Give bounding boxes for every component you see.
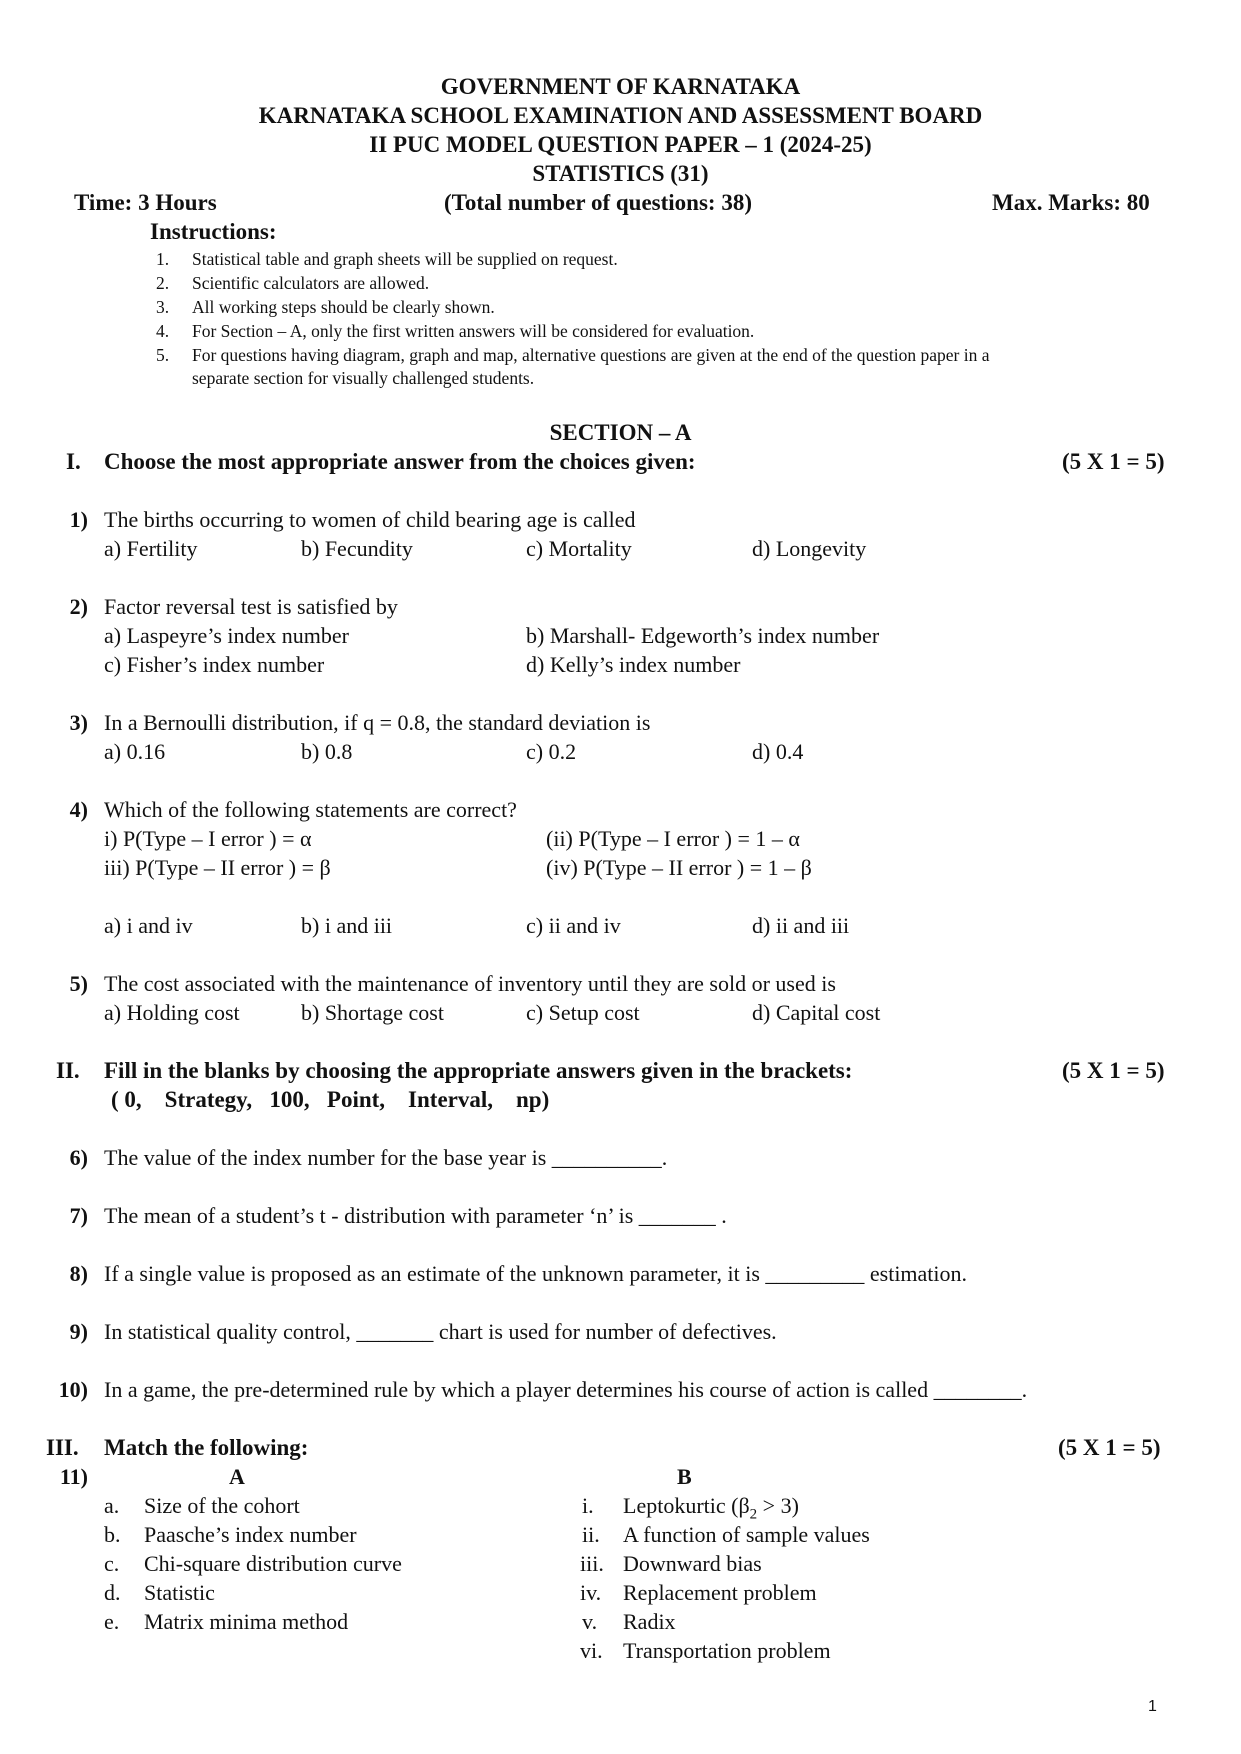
option-a: a) Holding cost — [104, 1000, 240, 1025]
match-a-item: Paasche’s index number — [144, 1522, 357, 1547]
part-heading: Match the following: — [104, 1435, 309, 1460]
max-marks: Max. Marks: 80 — [992, 190, 1150, 215]
question-text: The value of the index number for the base year is __________. — [104, 1145, 668, 1170]
option-a: a) Fertility — [104, 536, 198, 561]
option-d: d) ii and iii — [752, 913, 850, 938]
instruction-text: All working steps should be clearly shown. — [192, 297, 495, 317]
instruction-number: 5. — [156, 345, 170, 365]
header-line-4: STATISTICS (31) — [532, 161, 709, 186]
match-b-item-text: Leptokurtic (β — [623, 1493, 750, 1518]
option-c: c) Fisher’s index number — [104, 652, 325, 677]
question-text: In a Bernoulli distribution, if q = 0.8, the standard deviation is — [104, 710, 651, 735]
question-number: 3) — [69, 710, 88, 735]
option-d: d) Longevity — [752, 536, 867, 561]
match-b-key: iii. — [580, 1551, 604, 1576]
section-a-title: SECTION – A — [549, 420, 692, 445]
question-text: In statistical quality control, _______ chart is used for number of defectives. — [104, 1319, 777, 1344]
question-number: 9) — [69, 1319, 88, 1344]
option-d: d) Capital cost — [752, 1000, 881, 1025]
statement-2: (ii) P(Type – I error ) = 1 – α — [546, 826, 800, 851]
part-marks: (5 X 1 = 5) — [1058, 1435, 1161, 1460]
match-a-item: Chi-square distribution curve — [144, 1551, 402, 1576]
time-allowed: Time: 3 Hours — [74, 190, 217, 215]
match-b-item: Transportation problem — [623, 1638, 831, 1663]
instructions-title: Instructions: — [150, 219, 277, 244]
match-a-item: Statistic — [144, 1580, 215, 1605]
match-b-key: iv. — [580, 1580, 602, 1605]
question-text: In a game, the pre-determined rule by which a player determines his course of action is called ________. — [104, 1377, 1028, 1402]
option-c: c) 0.2 — [526, 739, 577, 764]
match-a-key: a. — [104, 1493, 120, 1518]
match-b-item: Replacement problem — [623, 1580, 817, 1605]
statement-1: i) P(Type – I error ) = α — [104, 826, 312, 851]
page-number: 1 — [1148, 1698, 1157, 1715]
option-c: c) ii and iv — [526, 913, 621, 938]
question-text: Which of the following statements are correct? — [104, 797, 517, 822]
instruction-number: 2. — [156, 273, 170, 293]
match-b-item: Radix — [623, 1609, 676, 1634]
match-b-item — [623, 1493, 799, 1523]
question-number: 8) — [69, 1261, 88, 1286]
statement-3: iii) P(Type – II error ) = β — [104, 855, 331, 880]
column-a-header: A — [229, 1464, 245, 1489]
header-line-2: KARNATAKA SCHOOL EXAMINATION AND ASSESSMENT BOARD — [258, 103, 983, 128]
question-text: The mean of a student’s t - distribution with parameter ‘n’ is _______ . — [104, 1203, 727, 1228]
option-c: c) Mortality — [526, 536, 632, 561]
question-text: If a single value is proposed as an estimate of the unknown parameter, it is _________ estimation. — [104, 1261, 968, 1286]
question-number: 5) — [69, 971, 88, 996]
question-number: 11) — [59, 1464, 88, 1489]
match-b-key: vi. — [580, 1638, 603, 1663]
question-number: 4) — [69, 797, 88, 822]
option-a: a) i and iv — [104, 913, 193, 938]
match-b-key: ii. — [582, 1522, 600, 1547]
match-a-key: d. — [104, 1580, 121, 1605]
match-b-key: i. — [582, 1493, 594, 1518]
question-text: The cost associated with the maintenance of inventory until they are sold or used is — [104, 971, 836, 996]
instruction-text: For Section – A, only the first written answers will be considered for evaluation. — [192, 321, 755, 341]
question-number: 7) — [69, 1203, 88, 1228]
match-b-item: Downward bias — [623, 1551, 762, 1576]
question-number: 1) — [69, 507, 88, 532]
instruction-number: 3. — [156, 297, 170, 317]
instruction-text: Statistical table and graph sheets will be supplied on request. — [192, 249, 618, 269]
match-b-key: v. — [582, 1609, 598, 1634]
instruction-text: Scientific calculators are allowed. — [192, 273, 430, 293]
option-c: c) Setup cost — [526, 1000, 640, 1025]
part-heading: Fill in the blanks by choosing the appropriate answers given in the brackets: — [104, 1058, 853, 1083]
total-questions: (Total number of questions: 38) — [444, 190, 752, 215]
instruction-text-continued: separate section for visually challenged students. — [192, 368, 535, 388]
fill-options: ( 0, Strategy, 100, Point, Interval, np) — [111, 1087, 550, 1112]
option-d: d) Kelly’s index number — [526, 652, 741, 677]
part-marks: (5 X 1 = 5) — [1062, 449, 1165, 474]
part-heading: Choose the most appropriate answer from the choices given: — [104, 449, 696, 474]
match-a-item: Size of the cohort — [144, 1493, 300, 1518]
question-text: Factor reversal test is satisfied by — [104, 594, 398, 619]
question-text: The births occurring to women of child bearing age is called — [104, 507, 636, 532]
option-b: b) Shortage cost — [301, 1000, 444, 1025]
column-b-header: B — [677, 1464, 692, 1489]
part-number: III. — [46, 1435, 79, 1460]
instruction-number: 1. — [156, 249, 170, 269]
option-a: a) Laspeyre’s index number — [104, 623, 349, 648]
match-a-key: e. — [104, 1609, 120, 1634]
option-b: b) i and iii — [301, 913, 393, 938]
part-number: II. — [56, 1058, 80, 1083]
header-line-1: GOVERNMENT OF KARNATAKA — [440, 74, 801, 99]
match-b-item-text-tail: > 3) — [757, 1493, 799, 1518]
option-b: b) Marshall- Edgeworth’s index number — [526, 623, 880, 648]
option-b: b) Fecundity — [301, 536, 413, 561]
option-b: b) 0.8 — [301, 739, 353, 764]
header-line-3: II PUC MODEL QUESTION PAPER – 1 (2024-25) — [369, 132, 872, 157]
match-b-item-subscript: 2 — [749, 1506, 758, 1523]
question-number: 2) — [69, 594, 88, 619]
part-marks: (5 X 1 = 5) — [1062, 1058, 1165, 1083]
match-a-key: c. — [104, 1551, 120, 1576]
instruction-number: 4. — [156, 321, 170, 341]
match-a-key: b. — [104, 1522, 121, 1547]
statement-4: (iv) P(Type – II error ) = 1 – β — [546, 855, 812, 880]
question-number: 10) — [58, 1377, 88, 1402]
option-a: a) 0.16 — [104, 739, 166, 764]
option-d: d) 0.4 — [752, 739, 804, 764]
part-number: I. — [66, 449, 81, 474]
instruction-text: For questions having diagram, graph and map, alternative questions are given at the end of the question paper in a — [192, 345, 990, 365]
question-number: 6) — [69, 1145, 88, 1170]
match-a-item: Matrix minima method — [144, 1609, 349, 1634]
match-b-item: A function of sample values — [623, 1522, 870, 1547]
